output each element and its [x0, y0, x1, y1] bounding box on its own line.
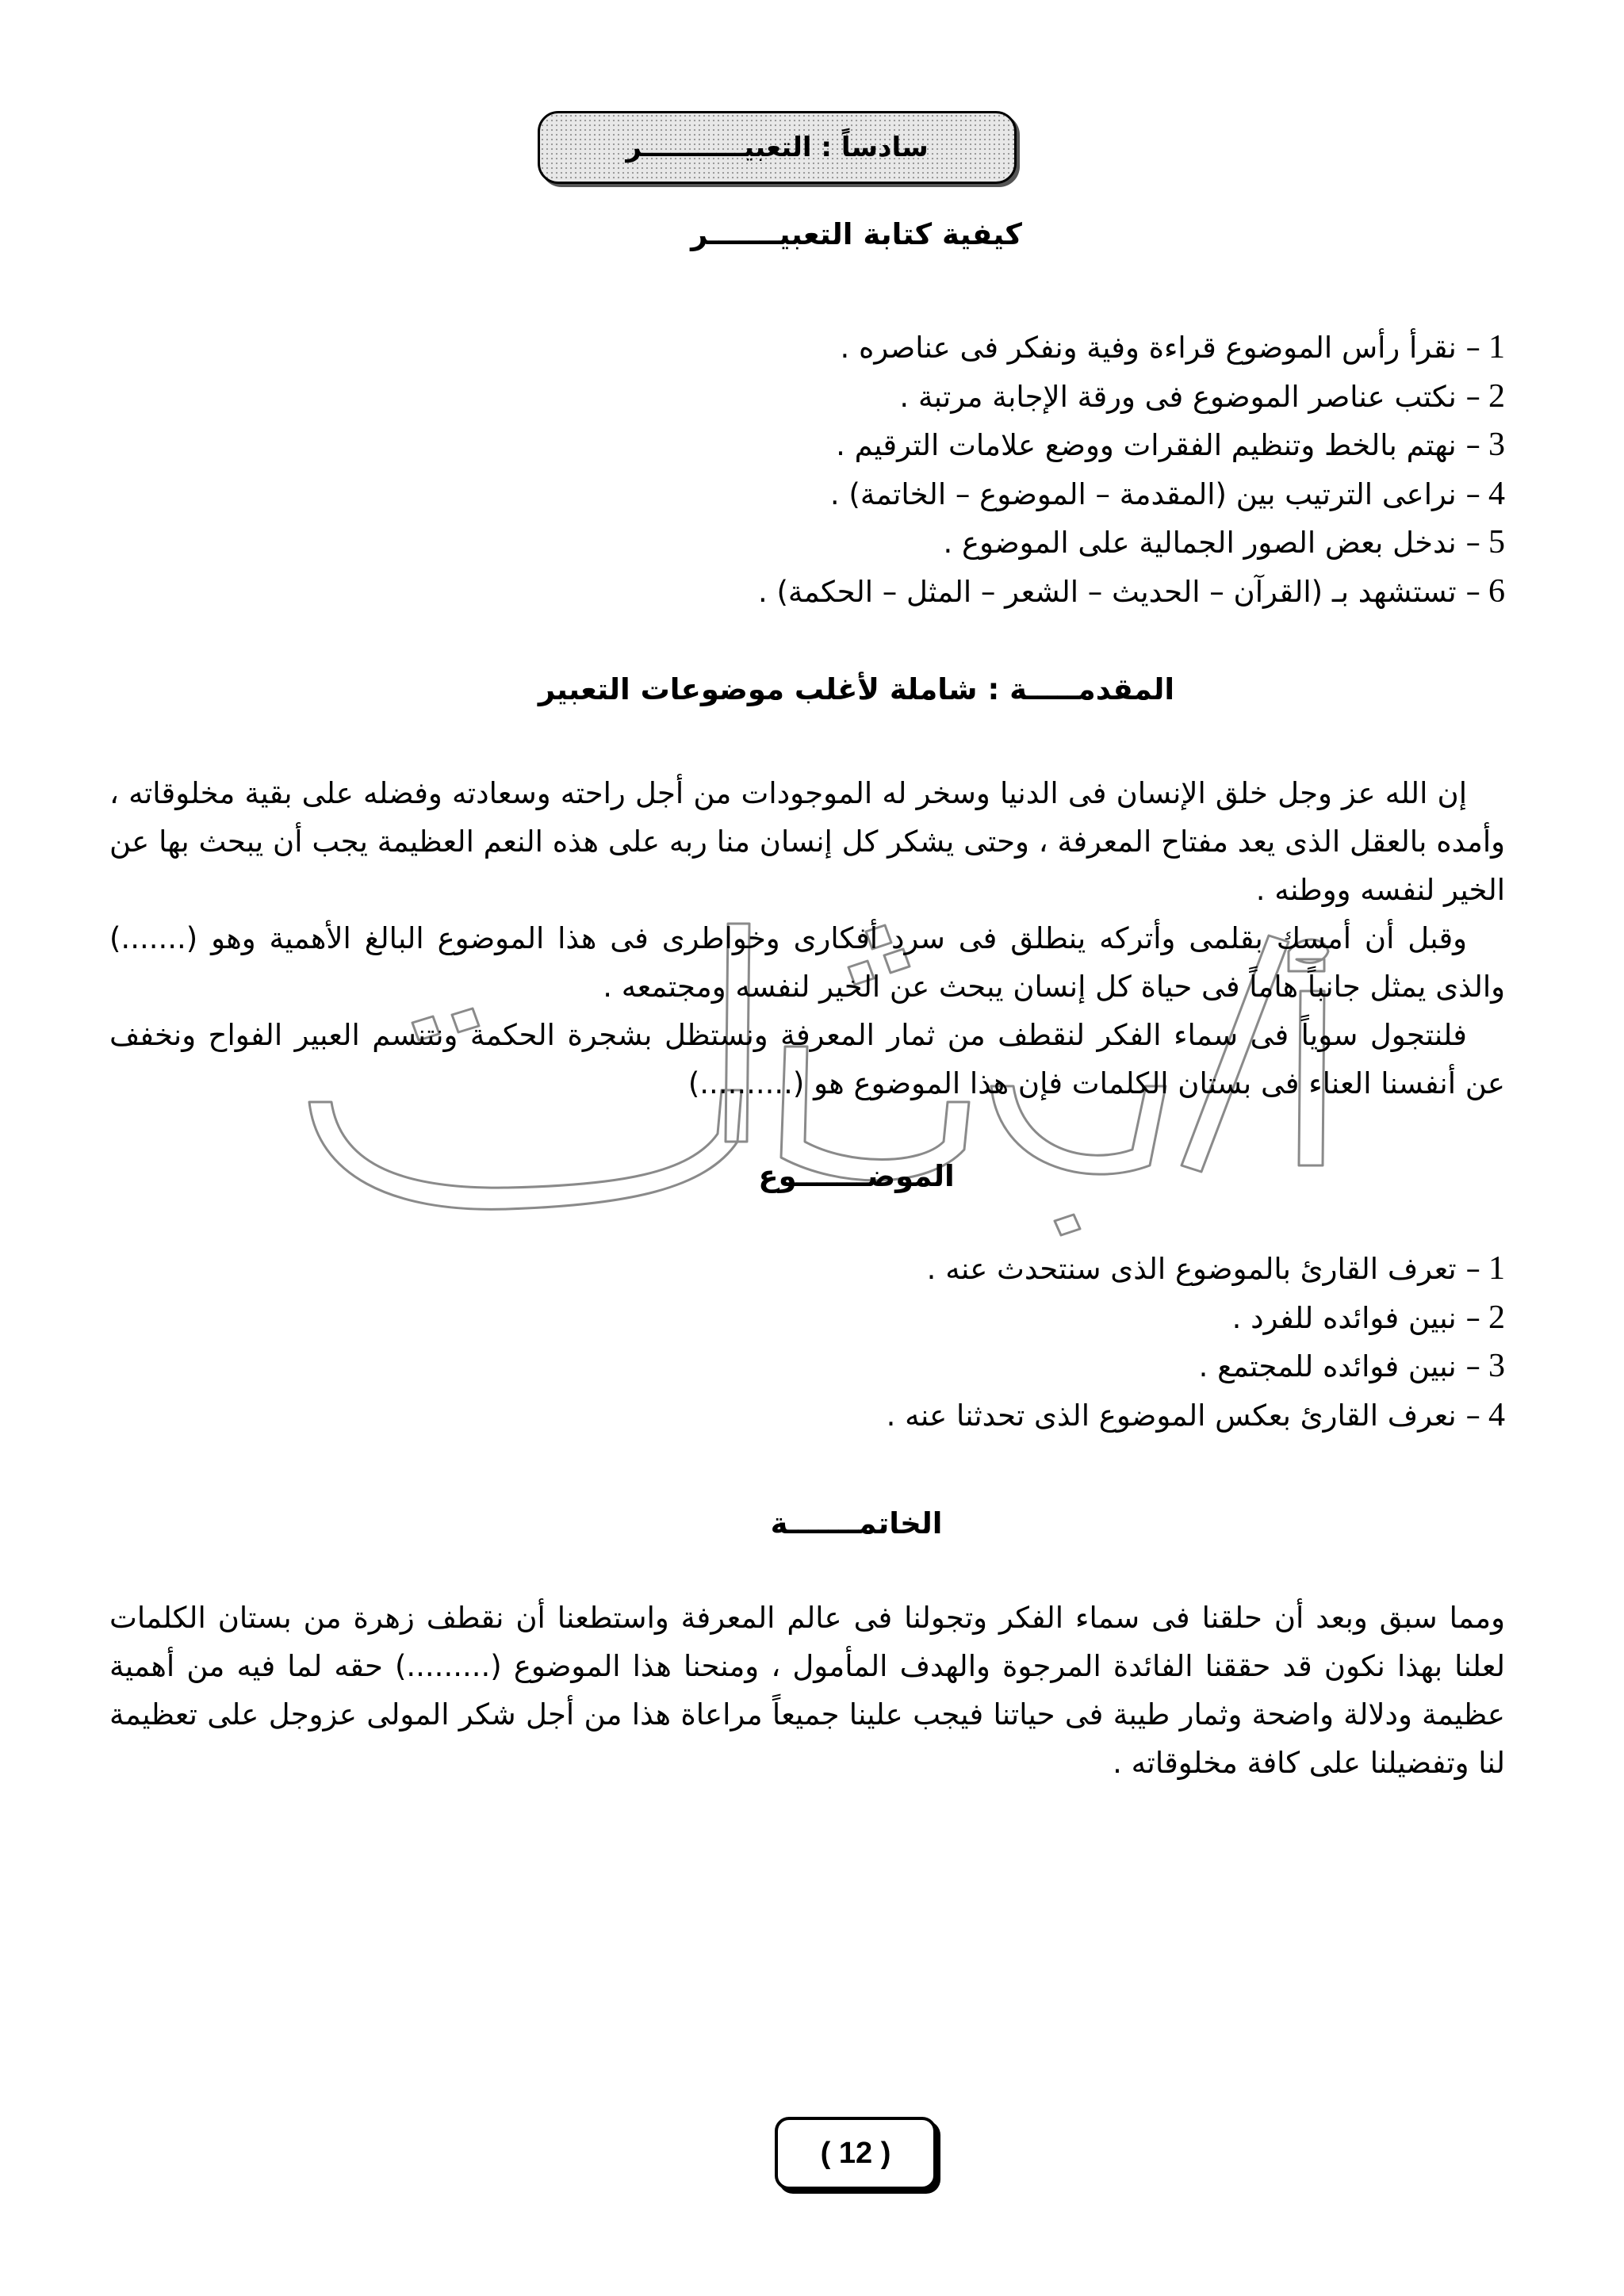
- intro-paragraph: فلنتجول سوياً فى سماء الفكر لنقطف من ثمار المعرفة ونستظل بشجرة الحكمة ونتنسم العبير الفواح ونخفف عن أنفسنا العناء فى بستان الكلمات فإن هذا الموضوع هو (..........): [109, 1018, 1505, 1100]
- step-item: 5 – ندخل بعض الصور الجمالية على الموضوع .: [943, 524, 1505, 561]
- step-item: 1 – نقرأ رأس الموضوع قراءة وفية ونفكر فى عناصره .: [840, 329, 1505, 365]
- intro-paragraph: وقبل أن أمسك بقلمى وأتركه ينطلق فى سرد أفكارى وخواطرى فى هذا الموضوع البالغ الأهمية وهو (.......) والذى يمثل جانباً هاماً فى حياة كل إنسان يبحث عن الخير لنفسه ومجتمعه .: [109, 921, 1505, 1004]
- body-points-list: [157, 1245, 1505, 1440]
- step-item: 6 – تستشهد بـ (القرآن – الحديث – الشعر – المثل – الحكمة) .: [757, 572, 1505, 610]
- body-point-item: 2 – نبين فوائده للفرد .: [1231, 1299, 1505, 1336]
- how-to-heading: كيفية كتابة التعبيـــــــر: [691, 217, 1022, 251]
- body-point-item: 1 – تعرف القارئ بالموضوع الذى سنتحدث عنه .: [926, 1250, 1505, 1287]
- page-number-box: [775, 2117, 936, 2190]
- steps-list: [157, 323, 1505, 616]
- conclusion-text: [109, 1594, 1505, 1787]
- conclusion-heading: الخاتمـــــــة: [770, 1506, 943, 1540]
- step-item: 3 – نهتم بالخط وتنظيم الفقرات ووضع علامات الترقيم .: [836, 427, 1505, 463]
- section-title-box: [538, 111, 1017, 184]
- intro-paragraph: إن الله عز وجل خلق الإنسان فى الدنيا وسخر له الموجودات من أجل راحته وسعادته وفضله على بقية مخلوقاته ، وأمده بالعقل الذى يعد مفتاح المعرفة ، وحتى يشكر كل إنسان منا ربه على هذه النعم العظيمة يجب أن يبحث بها عن الخير لنفسه ووطنه .: [109, 776, 1505, 907]
- step-item: 4 – نراعى الترتيب بين (المقدمة – الموضوع – الخاتمة) .: [829, 475, 1505, 512]
- step-item: 2 – نكتب عناصر الموضوع فى ورقة الإجابة مرتبة .: [899, 377, 1505, 415]
- intro-text: [109, 769, 1505, 1108]
- body-point-item: 4 – نعرف القارئ بعكس الموضوع الذى تحدثنا عنه .: [886, 1396, 1505, 1433]
- body-heading: الموضـــــــوع: [758, 1159, 955, 1193]
- page-number: ( 12 ): [820, 2136, 891, 2170]
- conclusion-paragraph: ومما سبق وبعد أن حلقنا فى سماء الفكر وتجولنا فى عالم المعرفة واستطعنا أن نقطف زهرة من بستان الكلمات لعلنا بهذا نكون قد حققنا الفائدة المرجوة والهدف المأمول ، ومنحنا هذا الموضوع (.........) حقه لما فيه من أهمية عظيمة ودلالة واضحة وثمار طيبة فى حياتنا فيجب علينا جميعاً مراعاة هذا من أجل شكر المولى عزوجل على تعظيمة لنا وتفضيلنا على كافة مخلوقاته .: [109, 1601, 1505, 1780]
- section-title: سادساً : التعبيـــــــــــر: [626, 132, 929, 163]
- body-point-item: 3 – نبين فوائده للمجتمع .: [1198, 1348, 1505, 1384]
- intro-heading: المقدمـــــة : شاملة لأغلب موضوعات التعبير: [538, 672, 1175, 706]
